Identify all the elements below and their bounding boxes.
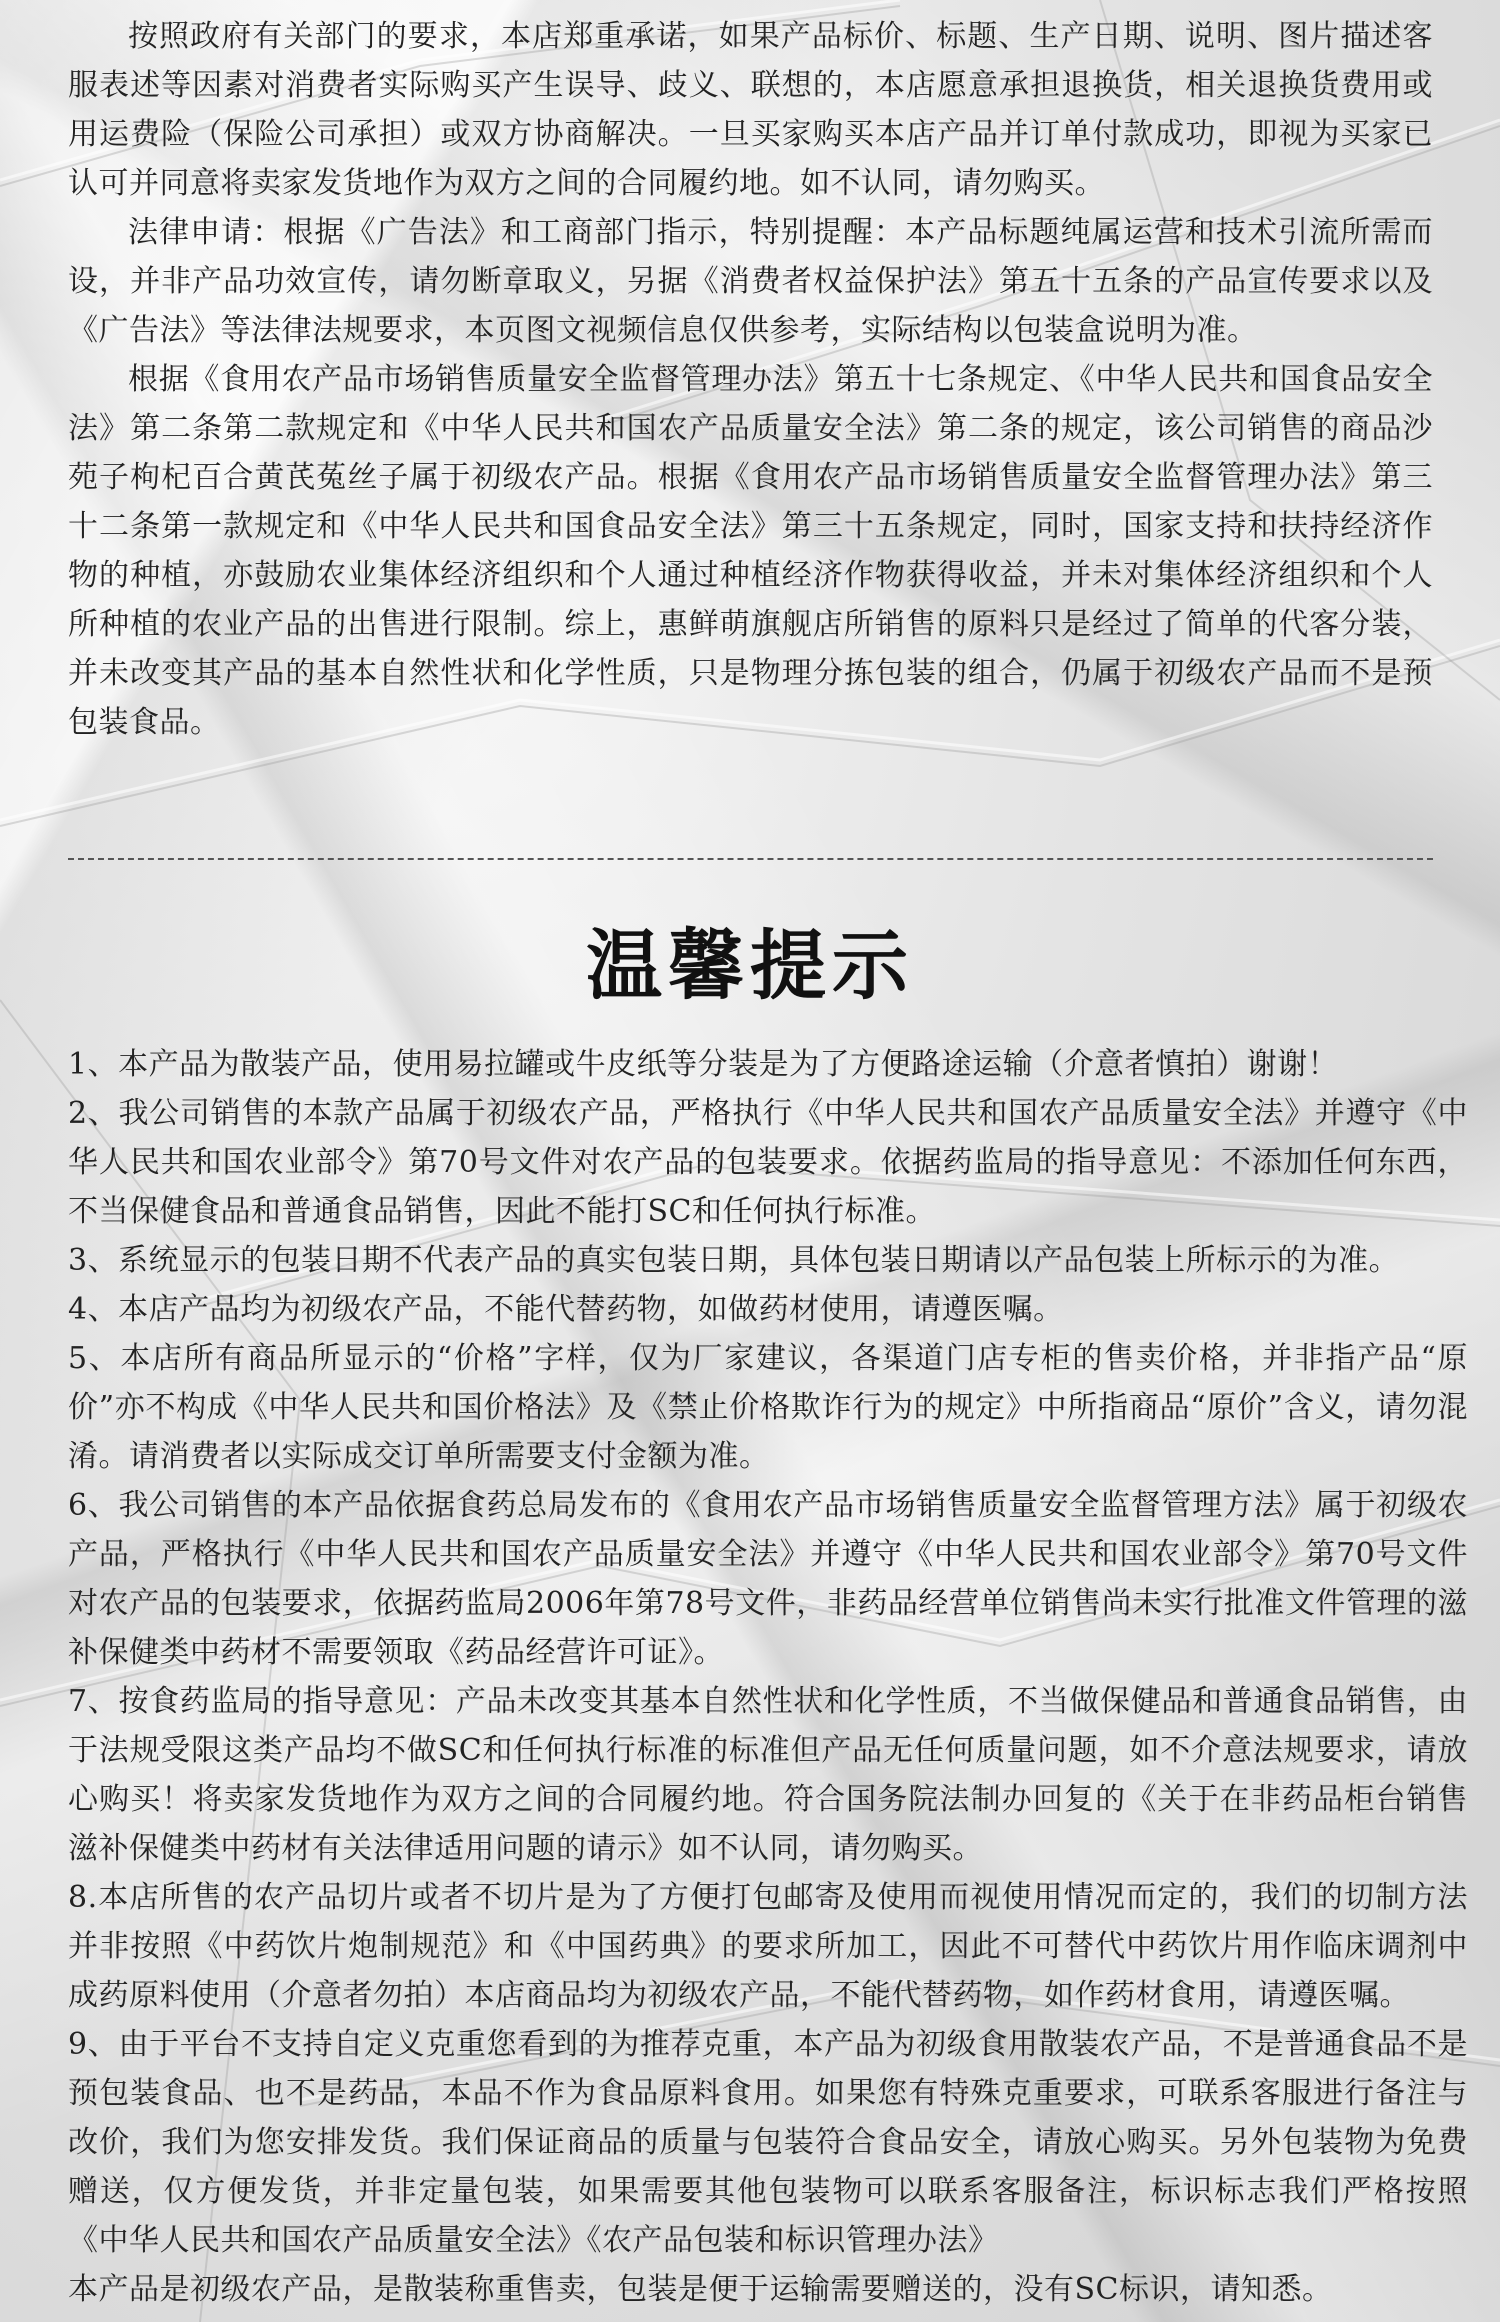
tip-item-6: 6、我公司销售的本产品依据食药总局发布的《食用农产品市场销售质量安全监督管理方法》属于初级农产品，严格执行《中华人民共和国农产品质量安全法》并遵守《中华人民共和国农业部令》第70号文件对农产品的包装要求，依据药监局2006年第78号文件，非药品经营单位销售尚未实行批准文件管理的滋补保健类中药材不需要领取《药品经营许可证》。 — [68, 1488, 1468, 1670]
tips-title: 温馨提示 — [586, 921, 914, 1010]
tip-item-2: 2、我公司销售的本款产品属于初级农产品，严格执行《中华人民共和国农产品质量安全法》并遵守《中华人民共和国农业部令》第70号文件对农产品的包装要求。依据药监局的指导意见：不添加任何东西，不当保健食品和普通食品销售，因此不能打SC和任何执行标准。 — [68, 1096, 1468, 1229]
statement-paragraph-commitment: 按照政府有关部门的要求，本店郑重承诺，如果产品标价、标题、生产日期、说明、图片描述客服表述等因素对消费者实际购买产生误导、歧义、联想的，本店愿意承担退换货，相关退换货费用或用运费险（保险公司承担）或双方协商解决。一旦买家购买本店产品并订单付款成功，即视为买家已认可并同意将卖家发货地作为双方之间的合同履约地。如不认同，请勿购买。 — [68, 19, 1433, 201]
statement-paragraph-legal: 法律申请：根据《广告法》和工商部门指示，特别提醒：本产品标题纯属运营和技术引流所需而设，并非产品功效宣传，请勿断章取义，另据《消费者权益保护法》第五十五条的产品宣传要求以及《广告法》等法律法规要求，本页图文视频信息仅供参考，实际结构以包装盒说明为准。 — [68, 215, 1433, 348]
tip-item-4: 4、本店产品均为初级农产品，不能代替药物，如做药材使用，请遵医嘱。 — [68, 1292, 1064, 1327]
tip-item-1: 1、本产品为散装产品，使用易拉罐或牛皮纸等分装是为了方便路途运输（介意者慎拍）谢谢！ — [68, 1047, 1339, 1082]
statement-block — [68, 12, 1433, 747]
tip-item-note: 本产品是初级农产品，是散装称重售卖，包装是便于运输需要赠送的，没有SC标识，请知悉。 — [68, 2272, 1333, 2307]
tip-item-3: 3、系统显示的包装日期不代表产品的真实包装日期，具体包装日期请以产品包装上所标示的为准。 — [68, 1243, 1400, 1278]
statement-paragraph-regulation: 根据《食用农产品市场销售质量安全监督管理办法》第五十七条规定、《中华人民共和国食品安全法》第二条第二款规定和《中华人民共和国农产品质量安全法》第二条的规定，该公司销售的商品沙苑子枸杞百合黄芪菟丝子属于初级农产品。根据《食用农产品市场销售质量安全监督管理办法》第三十二条第一款规定和《中华人民共和国食品安全法》第三十五条规定，同时，国家支持和扶持经济作物的种植，亦鼓励农业集体经济组织和个人通过种植经济作物获得收益，并未对集体经济组织和个人所种植的农业产品的出售进行限制。综上，惠鲜萌旗舰店所销售的原料只是经过了简单的代客分装，并未改变其产品的基本自然性状和化学性质，只是物理分拣包装的组合，仍属于初级农产品而不是预包装食品。 — [68, 362, 1433, 740]
section-divider — [68, 858, 1433, 860]
tip-item-7: 7、按食药监局的指导意见：产品未改变其基本自然性状和化学性质，不当做保健品和普通食品销售，由于法规受限这类产品均不做SC和任何执行标准的标准但产品无任何质量问题，如不介意法规要求，请放心购买！将卖家发货地作为双方之间的合同履约地。符合国务院法制办回复的《关于在非药品柜台销售滋补保健类中药材有关法律适用问题的请示》如不认同，请勿购买。 — [68, 1684, 1468, 1866]
tip-item-9: 9、由于平台不支持自定义克重您看到的为推荐克重，本产品为初级食用散装农产品，不是普通食品不是预包装食品、也不是药品，本品不作为食品原料食用。如果您有特殊克重要求，可联系客服进行备注与改价，我们为您安排发货。我们保证商品的质量与包装符合食品安全，请放心购买。另外包装物为免费赠送，仅方便发货，并非定量包装，如果需要其他包装物可以联系客服备注，标识标志我们严格按照《中华人民共和国农产品质量安全法》《农产品包装和标识管理办法》 — [68, 2027, 1468, 2258]
tips-list — [68, 1040, 1468, 2314]
tip-item-8: 8.本店所售的农产品切片或者不切片是为了方便打包邮寄及使用而视使用情况而定的，我们的切制方法并非按照《中药饮片炮制规范》和《中国药典》的要求所加工，因此不可替代中药饮片用作临床调剂中成药原料使用（介意者勿拍）本店商品均为初级农产品，不能代替药物，如作药材食用，请遵医嘱。 — [68, 1880, 1468, 2013]
tip-item-5: 5、本店所有商品所显示的“价格”字样，仅为厂家建议，各渠道门店专柜的售卖价格，并非指产品“原价”亦不构成《中华人民共和国价格法》及《禁止价格欺诈行为的规定》中所指商品“原价”含义，请勿混淆。请消费者以实际成交订单所需要支付金额为准。 — [68, 1341, 1468, 1474]
